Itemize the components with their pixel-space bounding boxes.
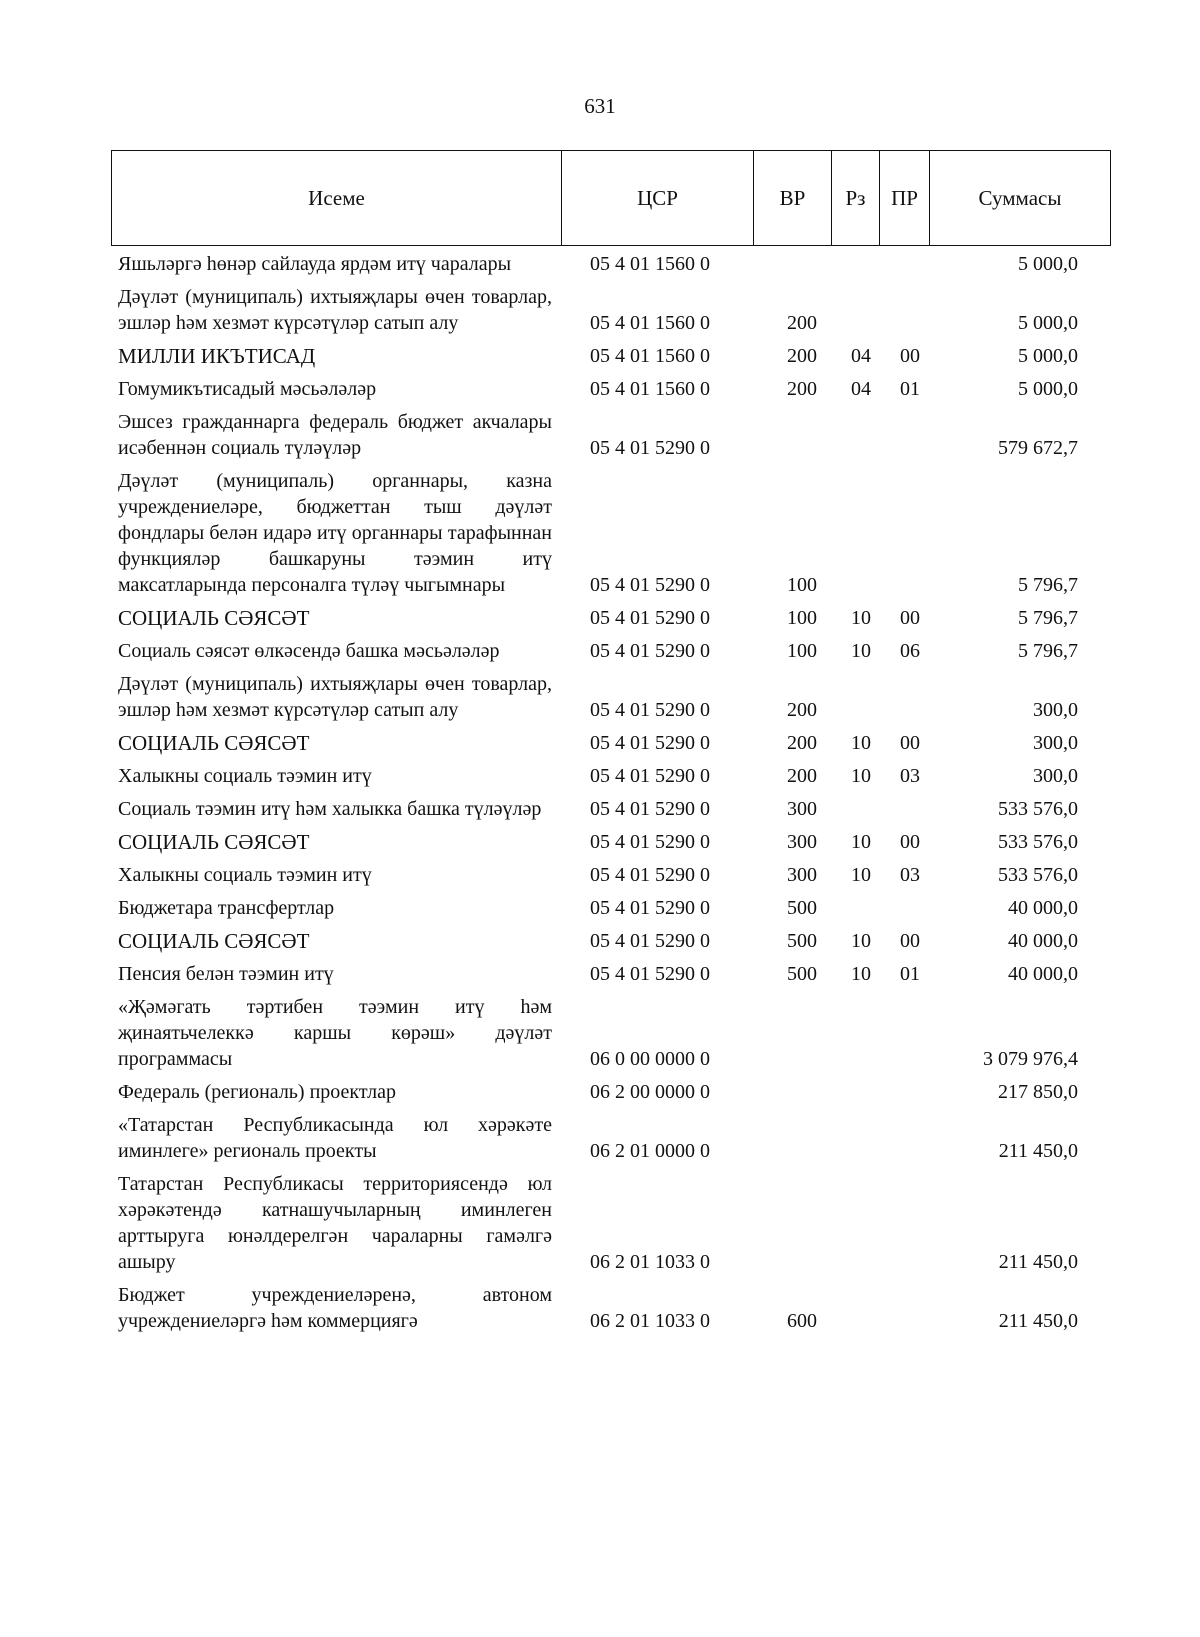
table-row xyxy=(118,1171,1118,1275)
row-sum: 211 450,0 xyxy=(998,1310,1078,1332)
row-vr: 200 xyxy=(787,765,817,787)
row-sum: 5 796,7 xyxy=(1018,640,1078,662)
row-name: «Татарстан Республикасында юл хәрәкәте иминлеге» региональ проекты xyxy=(118,1114,552,1162)
table-row xyxy=(118,862,1118,888)
row-name: Социаль тәэмин итү һәм халыкка башка түләүләр xyxy=(118,798,542,820)
row-vr: 600 xyxy=(787,1310,817,1332)
row-sum: 40 000,0 xyxy=(1008,930,1078,952)
row-csr: 05 4 01 5290 0 xyxy=(590,732,710,754)
table-row xyxy=(118,376,1118,402)
table-row xyxy=(118,928,1118,954)
row-name: МИЛЛИ ИКЪТИСАД xyxy=(118,344,316,368)
row-sum: 533 576,0 xyxy=(998,864,1078,886)
row-vr: 200 xyxy=(787,312,817,334)
table-row xyxy=(118,468,1118,598)
row-name: Яшьләргә һөнәр сайлауда ярдәм итү чаралары xyxy=(118,253,512,275)
row-csr: 05 4 01 1560 0 xyxy=(590,378,710,400)
row-sum: 5 000,0 xyxy=(1018,378,1078,400)
row-csr: 05 4 01 5290 0 xyxy=(590,437,710,459)
row-csr: 06 2 00 0000 0 xyxy=(590,1081,710,1103)
row-pr: 01 xyxy=(900,963,920,985)
row-sum: 300,0 xyxy=(1033,732,1078,754)
table-row xyxy=(118,284,1118,336)
table-row xyxy=(118,1282,1118,1334)
row-rz: 10 xyxy=(851,732,871,754)
table-row xyxy=(118,638,1118,664)
table-row xyxy=(118,1112,1118,1164)
row-sum: 533 576,0 xyxy=(998,798,1078,820)
row-sum: 5 000,0 xyxy=(1018,253,1078,275)
row-pr: 01 xyxy=(900,378,920,400)
row-name: СОЦИАЛЬ СӘЯСӘТ xyxy=(118,929,310,953)
row-vr: 200 xyxy=(787,699,817,721)
table-row xyxy=(118,730,1118,756)
row-pr: 00 xyxy=(900,607,920,629)
row-sum: 579 672,7 xyxy=(998,437,1078,459)
row-sum: 3 079 976,4 xyxy=(983,1048,1078,1070)
row-vr: 500 xyxy=(787,930,817,952)
header-csr: ЦСР xyxy=(562,151,754,245)
row-vr: 300 xyxy=(787,831,817,853)
row-csr: 05 4 01 5290 0 xyxy=(590,897,710,919)
row-pr: 00 xyxy=(900,831,920,853)
row-rz: 10 xyxy=(851,607,871,629)
row-pr: 00 xyxy=(900,732,920,754)
row-vr: 100 xyxy=(787,607,817,629)
row-rz: 10 xyxy=(851,765,871,787)
row-name: Дәүләт (муниципаль) органнары, казна учреждениеләре, бюджеттан тыш дәүләт фондлары белән идарә итү органнары тарафыннан функцияләр башкаруны тәэмин итү максатларында персоналга түләү чыгымнары xyxy=(118,470,552,596)
table-row xyxy=(118,605,1118,631)
row-csr: 06 2 01 0000 0 xyxy=(590,1140,710,1162)
row-pr: 03 xyxy=(900,765,920,787)
table-row xyxy=(118,961,1118,987)
row-sum: 5 796,7 xyxy=(1018,574,1078,596)
row-csr: 05 4 01 5290 0 xyxy=(590,765,710,787)
row-name: СОЦИАЛЬ СӘЯСӘТ xyxy=(118,830,310,854)
row-rz: 04 xyxy=(851,378,871,400)
header-rz: Рз xyxy=(832,151,880,245)
row-name: Гомумикътисадый мәсьәләләр xyxy=(118,378,377,400)
row-pr: 00 xyxy=(900,930,920,952)
row-sum: 300,0 xyxy=(1033,699,1078,721)
table-row xyxy=(118,994,1118,1072)
row-csr: 05 4 01 5290 0 xyxy=(590,930,710,952)
table-row xyxy=(118,1079,1118,1105)
row-csr: 05 4 01 5290 0 xyxy=(590,963,710,985)
row-csr: 05 4 01 5290 0 xyxy=(590,864,710,886)
row-sum: 300,0 xyxy=(1033,765,1078,787)
table-row xyxy=(118,251,1118,277)
row-sum: 40 000,0 xyxy=(1008,963,1078,985)
row-csr: 05 4 01 1560 0 xyxy=(590,345,710,367)
header-sum: Суммасы xyxy=(978,185,1062,210)
row-vr: 300 xyxy=(787,798,817,820)
table-row xyxy=(118,895,1118,921)
row-pr: 00 xyxy=(900,345,920,367)
row-name: «Җәмәгать тәртибен тәэмин итү һәм җинаятьчелеккә каршы көрәш» дәүләт программасы xyxy=(118,996,552,1070)
row-csr: 05 4 01 5290 0 xyxy=(590,831,710,853)
row-pr: 06 xyxy=(900,640,920,662)
row-sum: 211 450,0 xyxy=(998,1140,1078,1162)
row-rz: 10 xyxy=(851,831,871,853)
row-name: Пенсия белән тәэмин итү xyxy=(118,963,334,985)
row-name: Бюджетара трансфертлар xyxy=(118,897,335,919)
table-row xyxy=(118,829,1118,855)
page-number: 631 xyxy=(584,94,616,118)
row-csr: 05 4 01 1560 0 xyxy=(590,253,710,275)
table-row xyxy=(118,671,1118,723)
row-vr: 300 xyxy=(787,864,817,886)
row-csr: 06 2 01 1033 0 xyxy=(590,1310,710,1332)
row-vr: 200 xyxy=(787,378,817,400)
table-body xyxy=(118,251,1118,1341)
row-name: СОЦИАЛЬ СӘЯСӘТ xyxy=(118,606,310,630)
row-vr: 200 xyxy=(787,345,817,367)
row-name: Халыкны социаль тәэмин итү xyxy=(118,765,372,787)
row-name: Халыкны социаль тәэмин итү xyxy=(118,864,372,886)
row-name: Эшсез гражданнарга федераль бюджет акчалары исәбеннән социаль түләүләр xyxy=(118,411,552,459)
table-row xyxy=(118,796,1118,822)
row-vr: 100 xyxy=(787,574,817,596)
row-name: Бюджет учреждениеләренә, автоном учреждениеләргә һәм коммерциягә xyxy=(118,1284,552,1332)
row-csr: 05 4 01 5290 0 xyxy=(590,640,710,662)
row-csr: 05 4 01 5290 0 xyxy=(590,574,710,596)
row-sum: 533 576,0 xyxy=(998,831,1078,853)
row-rz: 10 xyxy=(851,864,871,886)
row-sum: 211 450,0 xyxy=(998,1251,1078,1273)
row-vr: 500 xyxy=(787,897,817,919)
row-sum: 5 000,0 xyxy=(1018,312,1078,334)
row-rz: 10 xyxy=(851,963,871,985)
row-rz: 10 xyxy=(851,930,871,952)
table-row xyxy=(118,409,1118,461)
row-csr: 05 4 01 5290 0 xyxy=(590,699,710,721)
row-rz: 10 xyxy=(851,640,871,662)
row-csr: 05 4 01 5290 0 xyxy=(590,798,710,820)
row-pr: 03 xyxy=(900,864,920,886)
row-name: Федераль (региональ) проектлар xyxy=(118,1081,396,1103)
row-rz: 04 xyxy=(851,345,871,367)
table-header xyxy=(111,150,1111,246)
row-csr: 05 4 01 5290 0 xyxy=(590,607,710,629)
header-pr: ПР xyxy=(880,151,930,245)
row-csr: 06 2 01 1033 0 xyxy=(590,1251,710,1273)
row-name: Дәүләт (муниципаль) ихтыяҗлары өчен товарлар, эшләр һәм хезмәт күрсәтүләр сатып алу xyxy=(118,286,552,334)
row-vr: 500 xyxy=(787,963,817,985)
header-name: Исеме xyxy=(112,151,562,245)
table-row xyxy=(118,343,1118,369)
header-vr: ВР xyxy=(754,151,832,245)
row-sum: 217 850,0 xyxy=(998,1081,1078,1103)
row-name: Социаль сәясәт өлкәсендә башка мәсьәләләр xyxy=(118,640,500,662)
row-name: Дәүләт (муниципаль) ихтыяҗлары өчен товарлар, эшләр һәм хезмәт күрсәтүләр сатып алу xyxy=(118,673,552,721)
table-row xyxy=(118,763,1118,789)
row-name: СОЦИАЛЬ СӘЯСӘТ xyxy=(118,731,310,755)
row-sum: 5 000,0 xyxy=(1018,345,1078,367)
row-vr: 100 xyxy=(787,640,817,662)
row-csr: 06 0 00 0000 0 xyxy=(590,1048,710,1070)
row-csr: 05 4 01 1560 0 xyxy=(590,312,710,334)
row-sum: 40 000,0 xyxy=(1008,897,1078,919)
row-name: Татарстан Республикасы территориясендә юл хәрәкәтендә катнашучыларның иминлеген арттыруга юнәлдерелгән чараларны гамәлгә ашыру xyxy=(118,1173,552,1273)
row-vr: 200 xyxy=(787,732,817,754)
row-sum: 5 796,7 xyxy=(1018,607,1078,629)
